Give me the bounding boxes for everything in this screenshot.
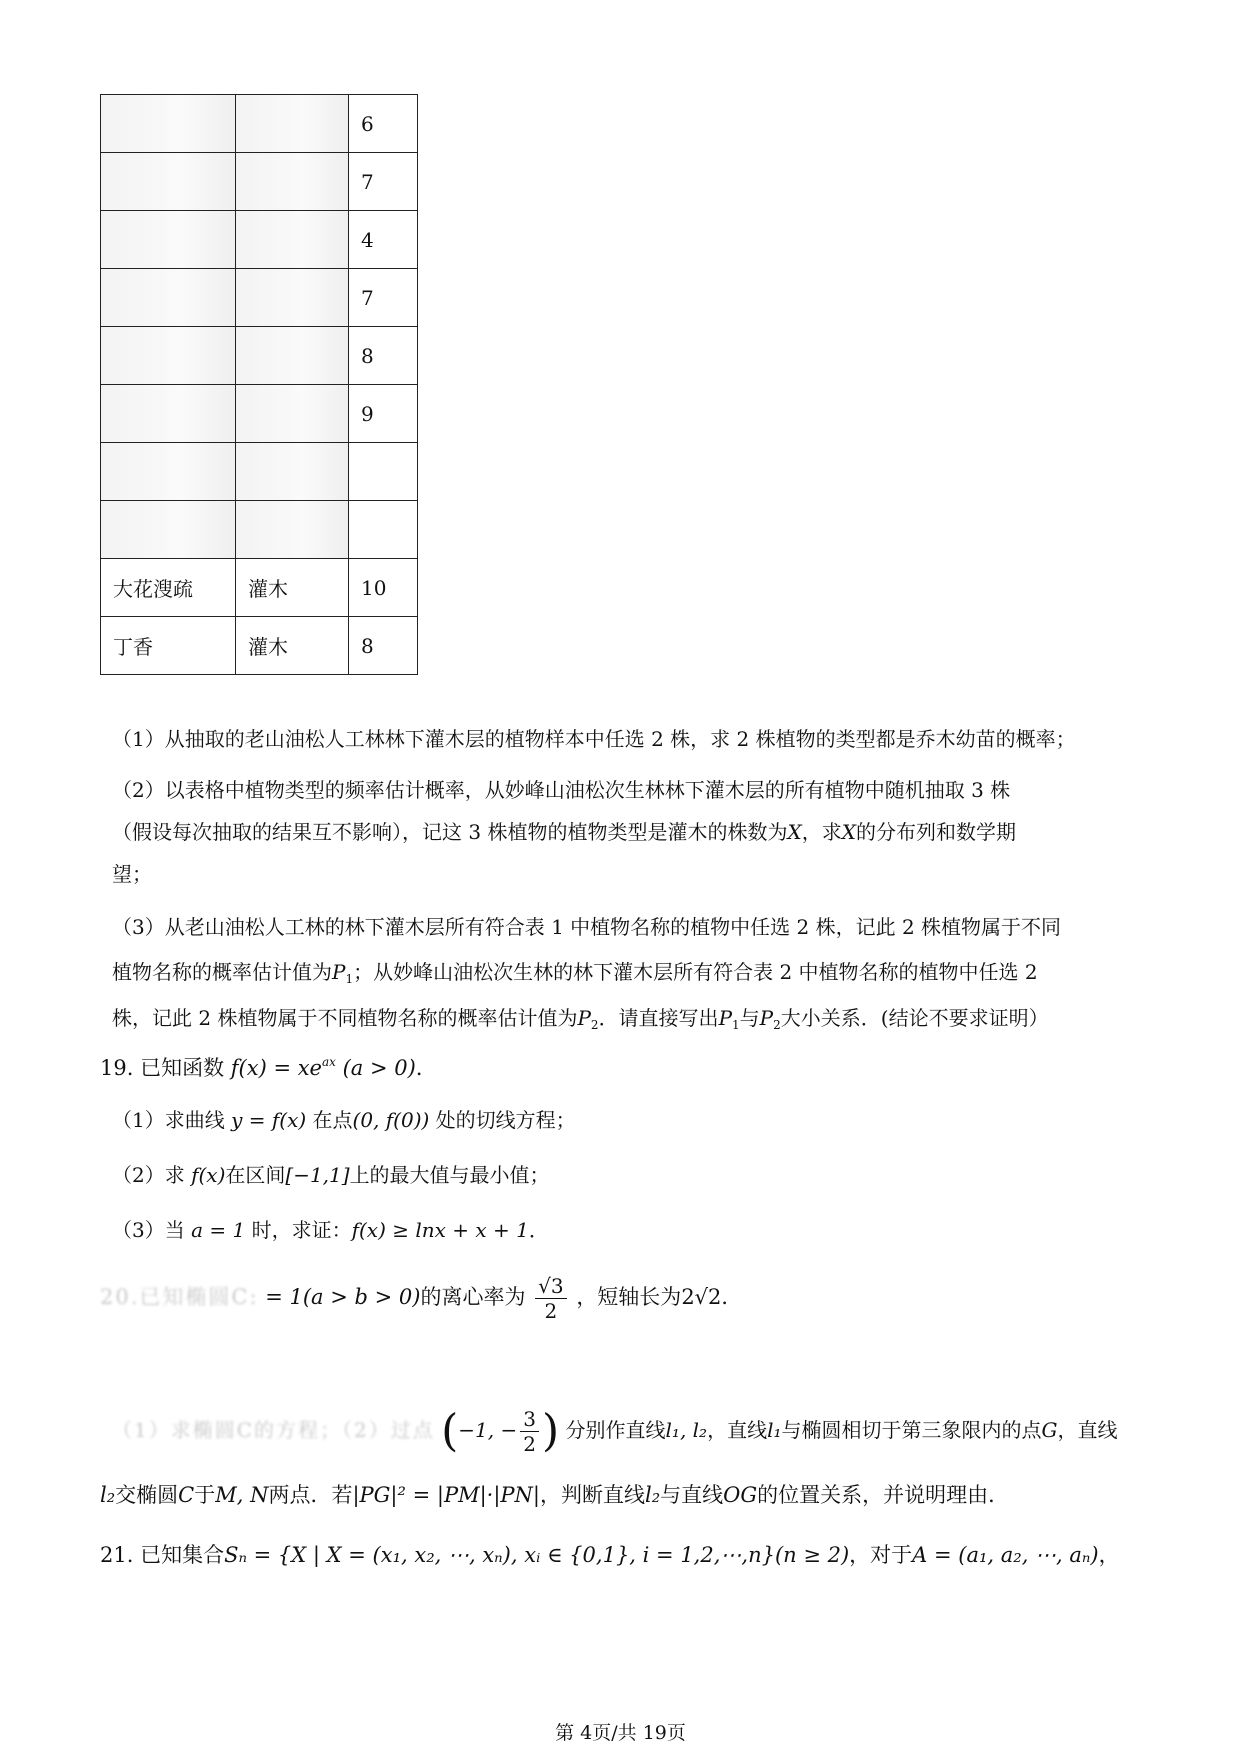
table-row [101, 559, 418, 617]
point-fraction: $\frac{3}{2}$ [520, 1407, 539, 1456]
plant-count-cell: 10 [349, 559, 418, 617]
plant-count-cell: 8 [349, 327, 418, 385]
plant-count-cell: 4 [349, 211, 418, 269]
table-row [101, 153, 418, 211]
q18-part3-line2: 植物名称的概率估计值为$P_1$；从妙峰山油松次生林的林下灌木层所有符合表 2 中植物名称的植物中任选 2 [112, 960, 1038, 986]
plant-type-cell [236, 385, 349, 443]
q18-part3-line1: （3）从老山油松人工林的林下灌木层所有符合表 1 中植物名称的植物中任选 2 株，记此 2 株植物属于不同 [112, 915, 1062, 939]
plant-name-cell [101, 269, 236, 327]
plant-name-cell [101, 95, 236, 153]
q21-stem: 21. 已知集合Sₙ = {X | X = (x₁, x₂, ⋯, xₙ), xᵢ ∈ {0,1}, i = 1,2,⋯,n}(n ≥ 2)，对于A = (a₁, a₂, ⋯, aₙ)， [100, 1543, 1120, 1567]
q19-part1: （1）求曲线 y = f(x) 在点(0, f(0)) 处的切线方程； [112, 1108, 576, 1132]
plant-count-cell: 7 [349, 269, 418, 327]
table-row [101, 269, 418, 327]
table-row [101, 617, 418, 675]
table-row [101, 327, 418, 385]
plant-name-cell [101, 443, 236, 501]
plant-count-cell [349, 443, 418, 501]
q18-part3-line3: 株，记此 2 株植物属于不同植物名称的概率估计值为$P_2$．请直接写出$P_1$与$P_2$大小关系．(结论不要求证明） [112, 1006, 1049, 1032]
table-row [101, 385, 418, 443]
plant-count-cell: 7 [349, 153, 418, 211]
plant-name-cell [101, 211, 236, 269]
plant-type-cell: 灌木 [236, 617, 349, 675]
q20-question-line2: l₂交椭圆C于M, N两点．若|PG|² = |PM|·|PN|，判断直线l₂与直线OG的位置关系，并说明理由． [100, 1483, 1010, 1507]
plant-name-cell [101, 153, 236, 211]
plant-type-cell [236, 443, 349, 501]
q18-part1: （1）从抽取的老山油松人工林林下灌木层的植物样本中任选 2 株，求 2 株植物的类型都是乔木幼苗的概率； [112, 727, 1076, 751]
plant-table [100, 94, 418, 675]
table-row [101, 95, 418, 153]
plant-type-cell [236, 327, 349, 385]
table-row [101, 211, 418, 269]
q19-part3: （3）当 a = 1 时，求证：f(x) ≥ lnx + x + 1． [112, 1218, 549, 1242]
plant-type-cell [236, 95, 349, 153]
plant-name-cell [101, 501, 236, 559]
q20-question-line1: （1）求椭圆C的方程；（2）过点 (−1, − $\frac{3}{2}$ ) 分别作直线l₁, l₂，直线l₁与椭圆相切于第三象限内的点G，直线 [112, 1405, 1118, 1457]
plant-name-cell [101, 385, 236, 443]
table-row [101, 501, 418, 559]
q19-stem: 19. 已知函数 $f(x) = xe^{ax}$ (a > 0)． [100, 1055, 437, 1080]
q18-part2-line3: 望； [112, 862, 152, 886]
plant-count-cell: 9 [349, 385, 418, 443]
plant-type-cell [236, 153, 349, 211]
plant-count-cell [349, 501, 418, 559]
q18-part2-line2: （假设每次抽取的结果互不影响），记这 3 株植物的植物类型是灌木的株数为X，求X的分布列和数学期 [112, 820, 1016, 844]
plant-count-cell: 8 [349, 617, 418, 675]
plant-type-cell [236, 269, 349, 327]
plant-name-cell [101, 327, 236, 385]
plant-name-cell: 大花溲疏 [101, 559, 236, 617]
q20-stem: 20.已知椭圆C: = 1(a > b > 0)的离心率为 $\frac{√3}{2}$ ，短轴长为2√2． [100, 1274, 743, 1323]
plant-type-cell [236, 211, 349, 269]
plant-type-cell [236, 501, 349, 559]
plant-name-cell: 丁香 [101, 617, 236, 675]
plant-count-cell: 6 [349, 95, 418, 153]
plant-type-cell: 灌木 [236, 559, 349, 617]
page-number-footer: 第 4页/共 19页 [555, 1722, 686, 1744]
q19-part2: （2）求 f(x)在区间[−1,1]上的最大值与最小值； [112, 1163, 550, 1187]
eccentricity-fraction: $\frac{√3}{2}$ [535, 1274, 566, 1323]
q18-part2-line1: （2）以表格中植物类型的频率估计概率，从妙峰山油松次生林林下灌木层的所有植物中随机抽取 3 株 [112, 778, 1011, 802]
table-row [101, 443, 418, 501]
